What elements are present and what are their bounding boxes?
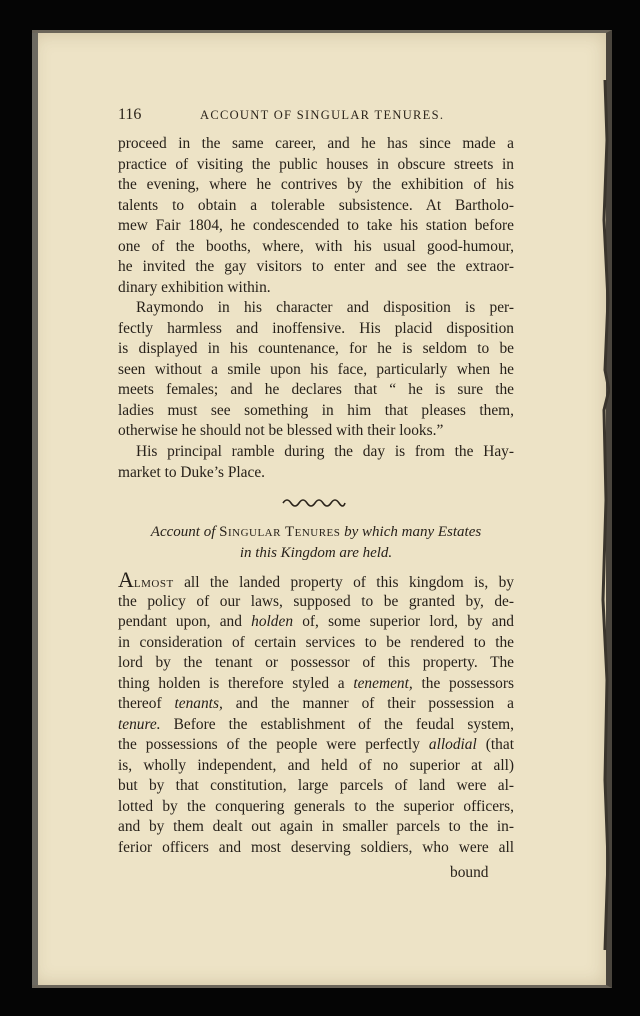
- text-line: is displayed in his countenance, for he is seldom to be: [118, 340, 514, 357]
- drop-cap: A: [118, 567, 134, 592]
- italic-word: allodial: [428, 736, 477, 753]
- text-line: [118, 567, 514, 592]
- text-line: mew Fair 1804, he condescended to take his station before: [118, 217, 514, 234]
- text-fragment: pendant upon, and: [118, 613, 252, 630]
- text-line: the evening, where he contrives by the exhibition of his: [118, 176, 514, 193]
- text-line: lotted by the conquering generals to the superior officers,: [118, 797, 514, 815]
- text-fragment: thereof: [118, 695, 175, 712]
- paragraph-3: [118, 442, 514, 483]
- section-title: [118, 522, 514, 564]
- catchword: bound: [450, 864, 489, 881]
- text-line: but by that constitution, large parcels of land were al-: [118, 777, 514, 794]
- italic-word: tenants,: [174, 695, 223, 712]
- text-line: seen without a smile upon his face, particularly when he: [118, 360, 514, 378]
- text-line: is, wholly independent, and held of no superior at all): [118, 756, 514, 774]
- text-line: His principal ramble during the day is from the Hay-: [136, 443, 514, 460]
- text-fragment: (that: [476, 736, 514, 753]
- text-fragment: Before the establishment of the feudal system,: [160, 715, 514, 733]
- italic-word: holden: [251, 613, 294, 630]
- text-line: dinary exhibition within.: [118, 278, 271, 296]
- page-number: 116: [118, 106, 142, 123]
- text-line: proceed in the same career, and he has since made a: [118, 135, 514, 152]
- opening-word: lmost: [133, 574, 174, 591]
- paragraph-1: [118, 134, 514, 298]
- title-part-smallcaps: Singular Tenures: [219, 524, 341, 540]
- text-line: [118, 674, 514, 695]
- text-line: [118, 612, 514, 633]
- title-line-1: [118, 522, 514, 543]
- text-line: otherwise he should not be blessed with their looks.”: [118, 422, 444, 439]
- title-line-2: in this Kingdom are held.: [239, 545, 393, 561]
- text-fragment: the possessors: [412, 674, 514, 692]
- text-line: the policy of our laws, supposed to be granted by, de-: [118, 592, 514, 610]
- italic-word: tenement,: [353, 674, 413, 692]
- page-header: [118, 106, 514, 126]
- title-part: by which many Estates: [344, 524, 482, 540]
- text-line: meets females; and he declares that “ he is sure the: [118, 381, 514, 398]
- text-line: [118, 715, 514, 736]
- text-line: fectly harmless and inoffensive. His placid disposition: [118, 319, 514, 337]
- text-line: ladies must see something in him that pleases them,: [118, 401, 514, 419]
- text-line: [118, 694, 514, 715]
- running-title: ACCOUNT OF SINGULAR TENURES.: [200, 108, 445, 122]
- text-line: he invited the gay visitors to enter and see the extraor-: [118, 258, 514, 275]
- text-fragment: the possessions of the people were perfectly: [118, 736, 429, 753]
- text-line: one of the booths, where, with his usual good-humour,: [118, 237, 514, 255]
- text-fragment: and the manner of their possession a: [222, 695, 514, 712]
- text-line: market to Duke’s Place.: [118, 463, 266, 481]
- paragraph-4: [118, 567, 514, 858]
- title-part: Account of: [150, 524, 216, 540]
- italic-word: tenure.: [118, 715, 161, 733]
- text-line: [118, 735, 514, 756]
- text-line: in consideration of certain services to be rendered to the: [118, 633, 514, 651]
- divider-ornament: [281, 496, 347, 510]
- text-fragment: all the landed property of this kingdom is, by: [184, 574, 514, 591]
- text-line: practice of visiting the public houses in obscure streets in: [118, 155, 514, 173]
- text-line: Raymondo in his character and disposition is per-: [136, 299, 514, 316]
- text-line: and by them dealt out again in smaller parcels to the in-: [118, 818, 514, 835]
- page-edge-wear: [600, 80, 610, 950]
- text-fragment: of, some superior lord, by and: [293, 613, 514, 630]
- text-line: ferior officers and most deserving soldiers, who were all: [118, 838, 514, 856]
- text-line: talents to obtain a tolerable subsistence. At Bartholo-: [118, 196, 514, 214]
- text-line: lord by the tenant or possessor of this property. The: [118, 654, 514, 671]
- paragraph-2: [118, 298, 514, 442]
- text-fragment: thing holden is therefore styled a: [118, 674, 354, 692]
